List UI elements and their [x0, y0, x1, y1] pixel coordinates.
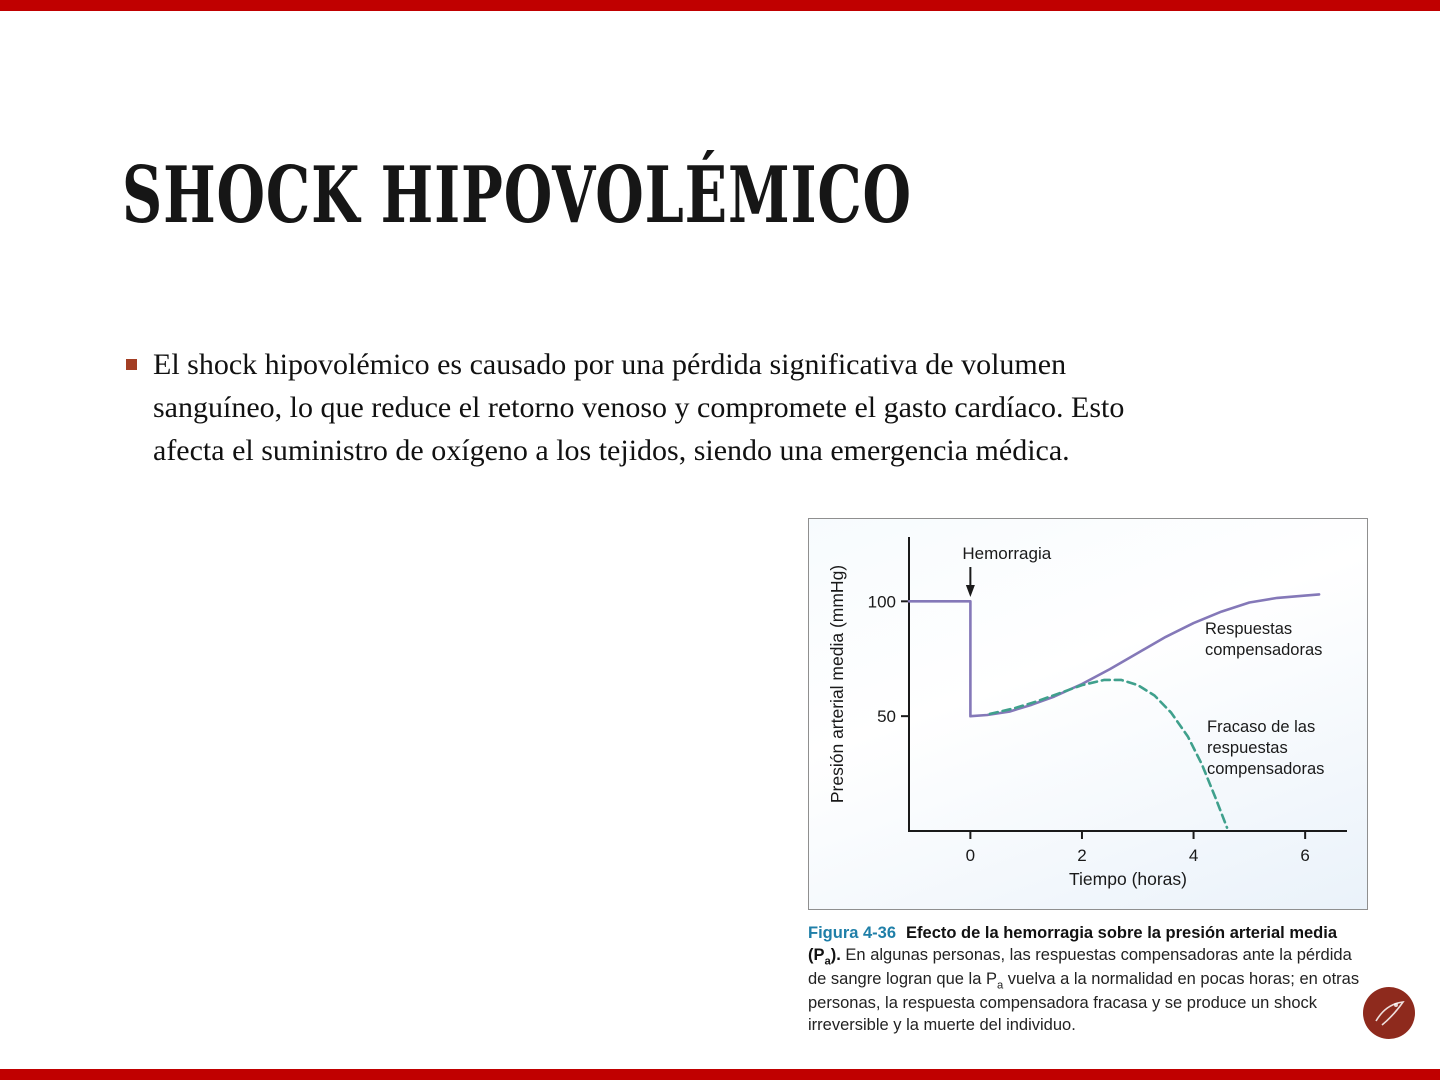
y-tick-label: 50: [877, 707, 896, 727]
figure-caption-label: Figura 4-36: [808, 924, 897, 942]
annotation-hemorragia: Hemorragia: [962, 544, 1052, 563]
bullet-text: El shock hipovolémico es causado por una pérdida significativa de volumen sanguíneo, lo que reduce el retorno venoso y compromete el gasto cardíaco. Esto afecta el suministro de oxígeno a los tejidos, siendo una emergencia médica.: [153, 348, 1125, 467]
chart-panel: [808, 518, 1368, 910]
x-tick-label: 4: [1188, 846, 1199, 865]
figure-caption-body: En algunas personas, las respuestas compensadoras ante la pérdida de sangre logran que la $P_a$ vuelva a la normalidad en pocas horas; en otras personas, la respuesta compensadora fracasa y se produce un shock irreversible y la muerte del individuo.: [808, 945, 1360, 1035]
x-tick-label: 0: [965, 846, 976, 865]
series-line-1: [990, 680, 1227, 828]
x-tick-label: 2: [1077, 846, 1087, 865]
slide-title: SHOCK HIPOVOLÉMICO: [122, 150, 912, 242]
bottom-accent-bar: [0, 1069, 1440, 1080]
series-label-failure: Fracaso de las respuestas compensadoras: [1207, 718, 1325, 778]
figure-4-36: [808, 518, 1368, 1037]
figure-caption-title: Efecto de la hemorragia sobre la presión arterial media $(P_a)$.: [808, 924, 1338, 968]
figure-caption: [808, 923, 1368, 1037]
top-accent-bar: [0, 0, 1440, 11]
y-axis-label: Presión arterial media (mmHg): [827, 564, 847, 804]
chart-axes: [909, 537, 1347, 831]
logo-badge-icon: [1362, 986, 1416, 1040]
x-tick-label: 6: [1300, 846, 1310, 865]
annotation-arrowhead: [966, 585, 975, 597]
pressure-chart: [809, 519, 1369, 911]
bullet-item: [126, 344, 1186, 473]
bullet-marker: [126, 359, 137, 370]
y-tick-label: 100: [867, 592, 896, 612]
series-label-compensation: Respuestas compensadoras: [1205, 620, 1323, 659]
x-axis-label: Tiempo (horas): [1069, 869, 1187, 889]
